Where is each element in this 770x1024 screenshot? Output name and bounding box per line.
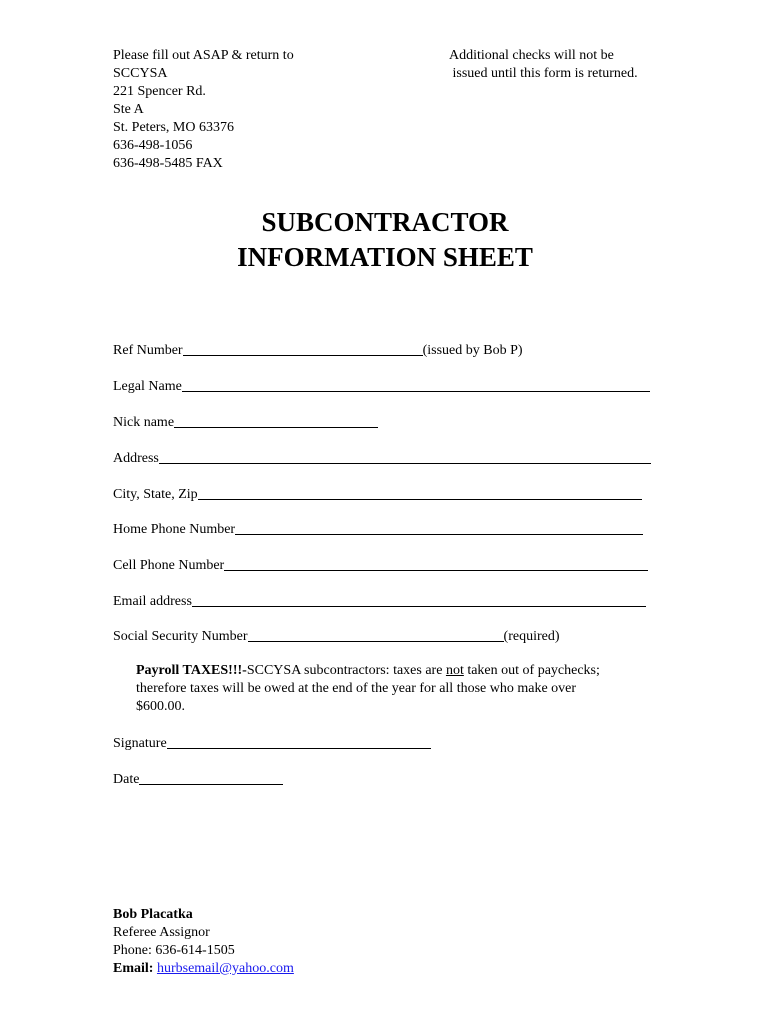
email-field [113, 592, 646, 611]
payroll-note-line-1 [136, 662, 656, 680]
city-state-zip-field [113, 485, 642, 504]
payroll-note-emphasis: not [445, 663, 464, 678]
home-phone-field [113, 520, 643, 539]
home-phone-label: Home Phone Number [113, 522, 236, 537]
title-line-2: INFORMATION SHEET [237, 242, 533, 272]
date-field [113, 770, 283, 789]
checks-notice-line-2: issued until this form is returned. [449, 66, 638, 81]
payroll-note-line-2: therefore taxes will be owed at the end of the year for all those who make over [136, 681, 577, 696]
organization-name: SCCYSA [113, 66, 168, 81]
ref-number-note: (issued by Bob P) [422, 343, 523, 358]
email-input[interactable] [192, 592, 646, 607]
contact-phone: Phone: 636-614-1505 [113, 943, 235, 958]
signature-label: Signature [113, 736, 167, 751]
contact-email-label: Email: [113, 961, 154, 976]
address-label: Address [113, 451, 159, 466]
contact-email-link[interactable]: hurbsemail@yahoo.com [156, 961, 294, 976]
title-line-1: SUBCONTRACTOR [261, 207, 509, 237]
signature-input[interactable] [167, 734, 431, 749]
suite: Ste A [113, 102, 144, 117]
fax-number: 636-498-5485 FAX [113, 156, 223, 171]
city-state-zip-input[interactable] [198, 485, 642, 500]
payroll-tax-note [136, 662, 656, 716]
contact-email-line [113, 960, 294, 978]
cell-phone-label: Cell Phone Number [113, 558, 225, 573]
nick-name-field [113, 413, 378, 432]
return-address-block [113, 47, 294, 173]
contact-role: Referee Assignor [113, 925, 210, 940]
payroll-note-text-b: taken out of paychecks; [463, 663, 600, 678]
contact-name: Bob Placatka [113, 907, 193, 922]
page-title [0, 205, 770, 275]
address-input[interactable] [159, 449, 651, 464]
ssn-input[interactable] [248, 627, 504, 642]
date-input[interactable] [139, 770, 283, 785]
city-state-zip: St. Peters, MO 63376 [113, 120, 234, 135]
city-state-zip-label: City, State, Zip [113, 487, 198, 502]
checks-notice [449, 47, 638, 83]
ssn-label: Social Security Number [113, 629, 248, 644]
nick-name-input[interactable] [174, 413, 378, 428]
checks-notice-line-1: Additional checks will not be [449, 48, 614, 63]
home-phone-input[interactable] [235, 520, 643, 535]
nick-name-label: Nick name [113, 415, 175, 430]
payroll-note-text-a: SCCYSA subcontractors: taxes are [246, 663, 446, 678]
ref-number-label: Ref Number [113, 343, 183, 358]
contact-block [113, 906, 294, 978]
email-label: Email address [113, 594, 192, 609]
payroll-note-line-3: $600.00. [136, 699, 185, 714]
address-field [113, 449, 651, 468]
ssn-note: (required) [503, 629, 560, 644]
ref-number-input[interactable] [183, 341, 423, 356]
cell-phone-input[interactable] [224, 556, 648, 571]
phone-number: 636-498-1056 [113, 138, 193, 153]
ref-number-field [113, 341, 523, 360]
street-address: 221 Spencer Rd. [113, 84, 206, 99]
legal-name-label: Legal Name [113, 379, 182, 394]
signature-field [113, 734, 431, 753]
ssn-field [113, 627, 560, 646]
legal-name-input[interactable] [182, 377, 650, 392]
legal-name-field [113, 377, 650, 396]
cell-phone-field [113, 556, 648, 575]
return-instruction: Please fill out ASAP & return to [113, 48, 294, 63]
payroll-note-heading: Payroll TAXES!!!- [136, 663, 247, 678]
date-label: Date [113, 772, 140, 787]
